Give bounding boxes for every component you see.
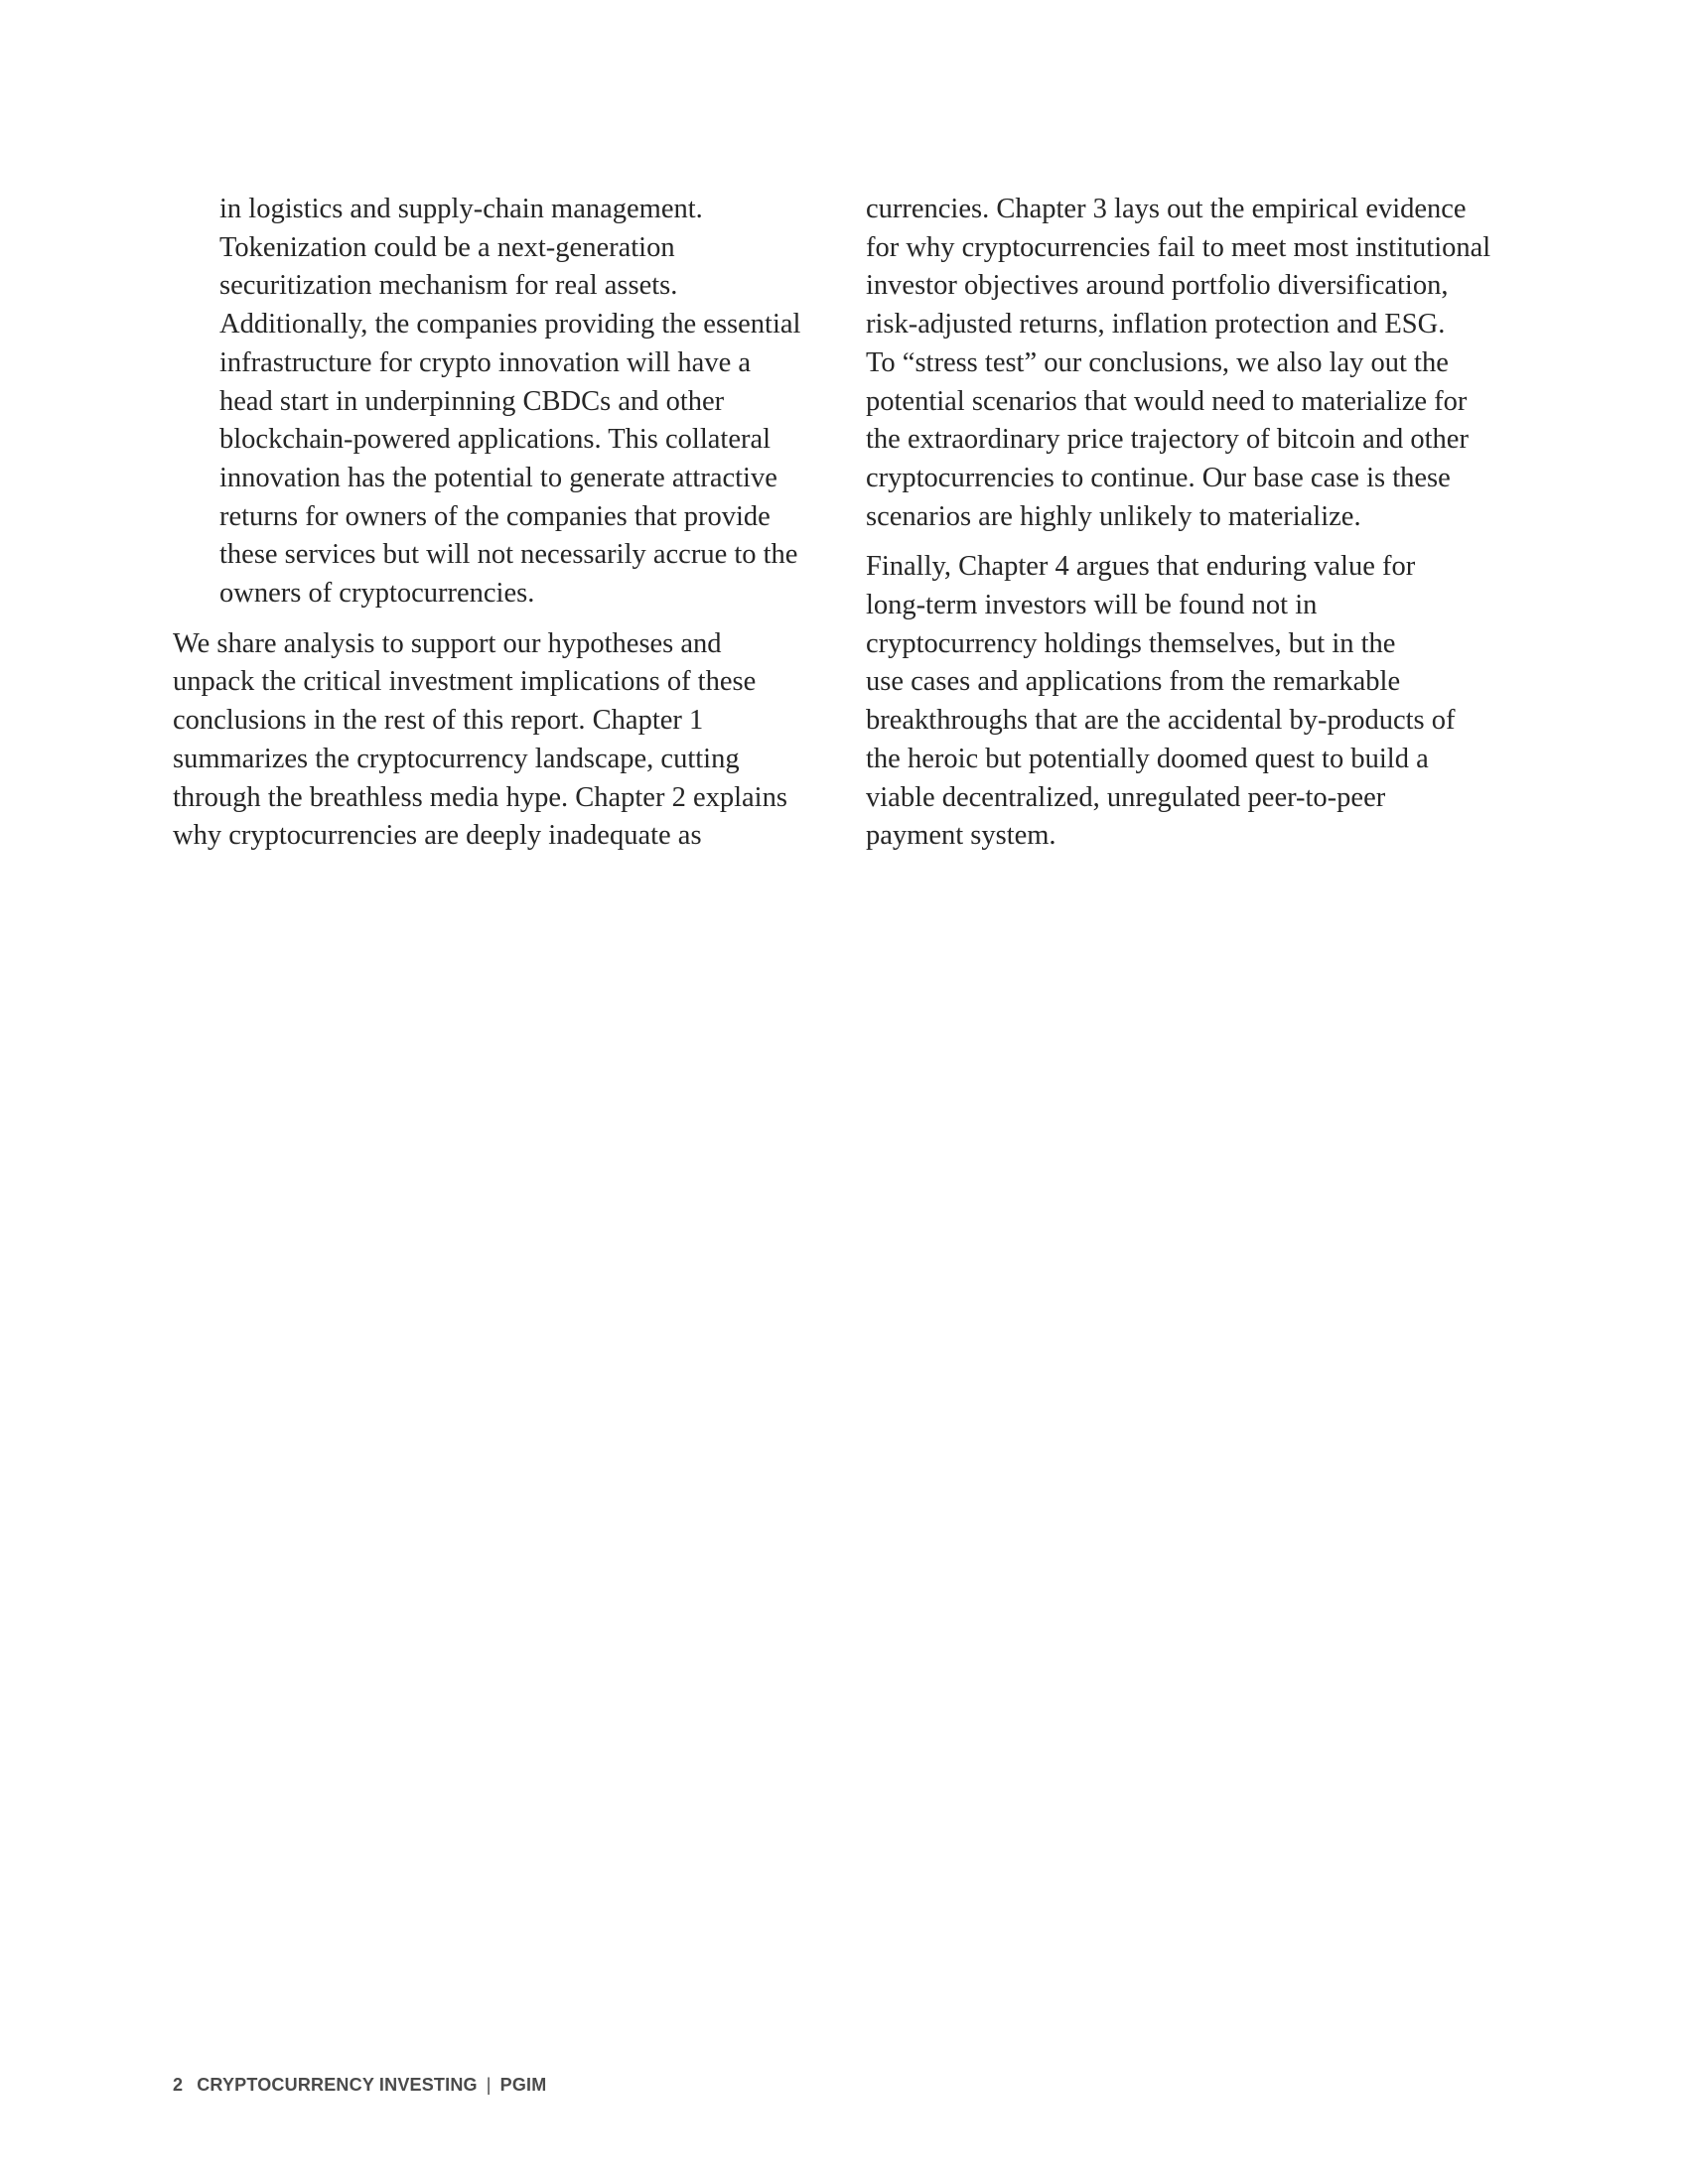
right-column [866, 191, 1521, 856]
text-line: risk-adjusted returns, inflation protection and ESG. [866, 309, 1446, 341]
text-line: breakthroughs that are the accidental by-products of [866, 705, 1456, 737]
text-line: conclusions in the rest of this report. Chapter 1 [173, 705, 704, 737]
text-line: We share analysis to support our hypotheses and [173, 627, 722, 659]
text-line: why cryptocurrencies are deeply inadequate as [173, 820, 702, 852]
body-paragraph [866, 191, 1521, 536]
text-line: Tokenization could be a next-generation [219, 231, 675, 263]
body-paragraph [866, 548, 1521, 856]
text-line: summarizes the cryptocurrency landscape, cutting [173, 743, 740, 774]
text-line: use cases and applications from the remarkable [866, 666, 1401, 698]
text-line: through the breathless media hype. Chapter 2 explains [173, 781, 787, 813]
text-line: long-term investors will be found not in [866, 590, 1318, 621]
text-line: for why cryptocurrencies fail to meet most institutional [866, 231, 1491, 263]
text-line: innovation has the potential to generate attractive [219, 462, 777, 493]
text-line: currencies. Chapter 3 lays out the empirical evidence [866, 194, 1467, 224]
text-line: infrastructure for crypto innovation will have a [219, 346, 751, 378]
text-line: cryptocurrencies to continue. Our base case is these [866, 462, 1451, 493]
text-line: securitization mechanism for real assets. [219, 270, 678, 302]
brand-name: PGIM [499, 2075, 547, 2095]
text-line: head start in underpinning CBDCs and other [219, 385, 725, 417]
text-line: blockchain-powered applications. This collateral [219, 424, 772, 456]
report-title: CRYPTOCURRENCY INVESTING [197, 2075, 478, 2095]
text-line: payment system. [866, 820, 1056, 852]
text-line: cryptocurrency holdings themselves, but in the [866, 627, 1396, 659]
body-paragraph [173, 625, 828, 856]
text-line: Additionally, the companies providing the essential [219, 309, 801, 341]
page-number: 2 [173, 2075, 184, 2095]
text-line: unpack the critical investment implications of these [173, 666, 757, 698]
text-line: scenarios are highly unlikely to materialize. [866, 500, 1361, 532]
text-line: viable decentralized, unregulated peer-to-peer [866, 781, 1386, 813]
text-line: these services but will not necessarily accrue to the [219, 539, 798, 571]
continued-paragraph [173, 191, 828, 614]
footer-separator: | [486, 2075, 492, 2095]
text-line: returns for owners of the companies that provide [219, 500, 771, 532]
text-line: investor objectives around portfolio diversification, [866, 270, 1449, 302]
left-column [173, 191, 828, 856]
text-line: potential scenarios that would need to materialize for [866, 385, 1468, 417]
text-line: To “stress test” our conclusions, we also lay out the [866, 346, 1449, 378]
text-line: in logistics and supply-chain management. [219, 194, 703, 224]
text-line: the extraordinary price trajectory of bitcoin and other [866, 424, 1469, 456]
text-line: owners of cryptocurrencies. [219, 578, 535, 610]
text-line: Finally, Chapter 4 argues that enduring value for [866, 551, 1416, 583]
text-line: the heroic but potentially doomed quest to build a [866, 743, 1429, 774]
page-footer [173, 2075, 546, 2096]
